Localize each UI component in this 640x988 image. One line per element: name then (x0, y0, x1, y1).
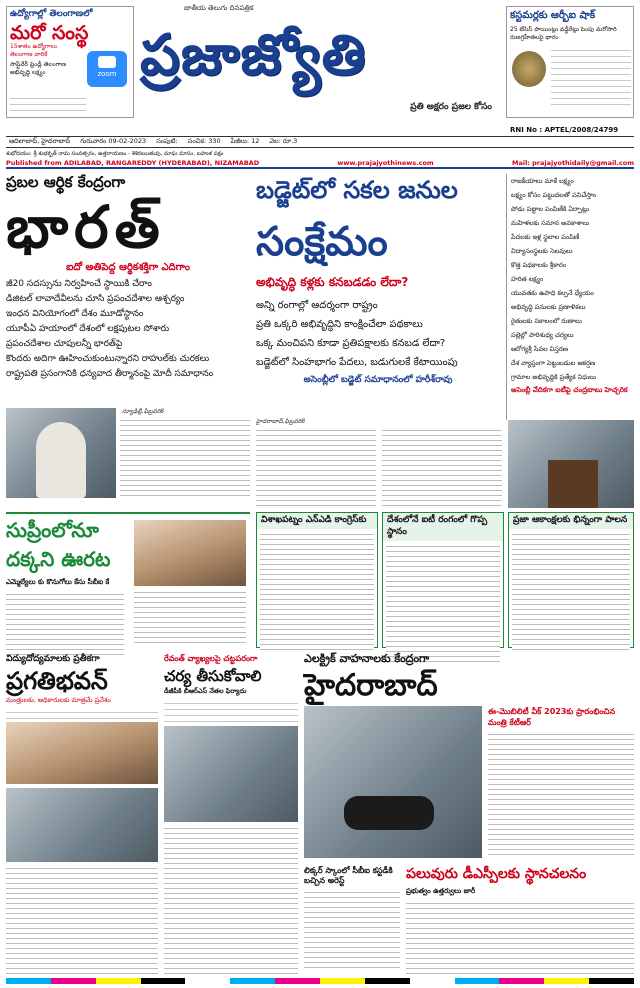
right-ear-headline: కస్టమర్లకు ఆర్బీఐ షాక్ (510, 10, 596, 21)
lead-left-strap: ఐదో అతిపెద్ద ఆర్థికశక్తిగా ఎదిగాం (66, 262, 190, 273)
right-ear-body: 25 బేసిస్ పాయింట్లు వడ్డీరేట్లు పెంపు మరోసారి రుణగ్రహీతలపై భారం (510, 26, 617, 41)
modi-photo (6, 408, 116, 498)
mini-box-title[interactable]: ప్రజా ఆకాంక్షలకు భిన్నంగా పాలన (509, 513, 633, 529)
mini-box-3 (508, 512, 634, 648)
lead-left-point: కొందరు అదిగా ఊహించుకుంటున్నారని రాహుల్‌కు చురకలు (6, 354, 210, 364)
left-ear-headline: మరో సంస్థ (10, 22, 89, 44)
pragathi-headline[interactable]: ప్రగతిభవన్ (6, 667, 108, 695)
zoom-logo (87, 51, 127, 87)
left-ear-kicker: ఉద్యోగాల్లో తెలంగాణలో (10, 9, 93, 19)
rni-number: RNI No : APTEL/2008/24799 (510, 126, 619, 134)
index-item[interactable]: రాజకీయాలు మాకే లక్ష్యం (511, 177, 574, 185)
lead-right-points (256, 296, 500, 372)
motorbike (344, 796, 434, 830)
index-item[interactable]: హరిత లక్ష్యం (511, 275, 544, 283)
liquor-story (304, 866, 400, 976)
supreme-headline[interactable]: దక్కని ఊరట (6, 547, 111, 571)
masthead-tagline: జాతీయ తెలుగు దినపత్రిక (184, 4, 254, 12)
rbi-emblem (512, 51, 546, 87)
lead-right-headline[interactable]: సంక్షేమం (256, 219, 388, 265)
index-item[interactable]: గ్రామాల అభివృద్ధికి ప్రత్యేక నిధులు (511, 373, 596, 381)
mini-box-title[interactable]: విశాఖపట్నం ఎన్ఎడి కాంగ్రెస్‌కు (257, 513, 377, 529)
index-item[interactable]: పేదలకు ఇళ్ల స్థలాల పంపిణీ (511, 233, 580, 241)
index-item[interactable]: మహిళలకు సమాన అవకాశాలు (511, 219, 590, 227)
panchangam: శుభోదయం: శ్రీ శుభకృత్ నామ సంవత్సరం, ఉత్తరాయణం - శిశిరఋతువు, మాఘ మాసం, బహుళ పక్షం (6, 151, 224, 157)
dateline-price: వెల: రూ.3 (269, 137, 298, 145)
lead-left-point: డిజిటల్ లావాదేవీలను చూసి ప్రపంచదేశాల ఆశ్చర్యం (6, 294, 185, 304)
pragathi-kicker: విద్యుదోద్యమాలకు ప్రతీకగా (6, 654, 100, 664)
lead-left-point: యూపీఏ హయాంలో దేశంలో లక్షపుటల సోశారు (6, 324, 170, 334)
lead-left-kicker: ప్రబల ఆర్థిక కేంద్రంగా (6, 173, 126, 191)
index-item[interactable]: లక్ష్యం కోసం పట్టుదలతో పనిచేస్తాం (511, 191, 597, 199)
zoom-logo-text: zoom (97, 70, 117, 78)
index-item[interactable]: పోడు పట్టాల పంపిణీకి ఏర్పాట్లు (511, 205, 590, 213)
dsp-headline[interactable]: పలువురు డీఎస్పీలకు స్థానచలనం (406, 866, 587, 882)
index-item[interactable]: యువతకు ఉపాధి కల్పనే ధ్యేయం (511, 289, 594, 297)
left-ear-body: సాఫ్ట్‌వేర్ ఫ్రెండ్లీ తెలంగాణ అభివృద్ధి లక్ష్యం (10, 61, 67, 76)
dateline-volume: సంపుటి: (156, 137, 178, 145)
ev-photo (304, 706, 482, 858)
dsp-story (406, 866, 634, 976)
mini-box-1 (256, 512, 378, 648)
hyderabad-kicker: ఎలక్ట్రిక్ వాహనాలకు కేంద్రంగా (304, 652, 430, 665)
lead-left-headline[interactable]: భారత్ (6, 193, 166, 261)
mini-box-title[interactable]: దేశంలోనే ఐటీ రంగంలో గొప్ప స్థానం (383, 513, 503, 541)
lead-left-dateline: న్యూఢిల్లీ,ఫిబ్రవరి8 (122, 408, 165, 415)
index-item[interactable]: పల్లెల్లో పారిశుధ్య చర్యలు (511, 331, 574, 339)
dateline-bar (6, 136, 634, 148)
liquor-headline[interactable]: లిక్కర్ స్కాంలో సీబీఐ కస్టడీకి బచ్చిన అరెస్ట్ (304, 866, 393, 885)
masthead-title[interactable]: ప్రజాజ్యోతి (140, 23, 367, 88)
website-link[interactable]: www.prajajyothinews.com (337, 159, 434, 167)
lead-right (256, 173, 500, 413)
podium (548, 460, 598, 508)
harish-rao-photo (508, 420, 634, 508)
lead-left-point: రాష్ట్రపతి ప్రసంగానికి ధన్యవాద తీర్మానంపై మోదీ సమాధానం (6, 369, 214, 379)
lead-right-strap: అభివృద్ధి కళ్లకు కనబడడం లేదా? (256, 275, 409, 289)
lead-left-point: ప్రపంచదేశాల చూపులన్నీ భారత్‌పై (6, 339, 123, 349)
supreme-sub: ఎమ్మెల్యేలు కు కొనుగోలు కేసు సీబీఐ కే (6, 578, 110, 586)
masthead-motto: ప్రతి అక్షరం ప్రజల కోసం (410, 102, 492, 112)
lead-right-kicker: బడ్జెట్‌లో సకల జనుల (256, 176, 458, 204)
dateline-place: ఆదిలాబాద్, హైదరాబాద్ (9, 137, 71, 145)
masthead (140, 4, 500, 134)
publish-line: Published from ADILABAD, RANGAREDDY (HYDERABAD), NIZAMABAD (6, 159, 260, 167)
mini-box-2 (382, 512, 504, 648)
lead-right-byline: అసెంబ్లీలో బడ్జెట్ సమాధానంలో హరీశ్‌రావు (303, 375, 453, 385)
lead-right-point: బడ్జెట్‌లో సింహభాగం పేదలు, బడుగులకే కేటాయింపు (256, 357, 458, 368)
supreme-kicker[interactable]: సుప్రీంలోనూ (6, 518, 99, 542)
lead-right-point: ప్రతి ఒక్కరి అభివృద్ధిని కాంక్షించేలా పథకాలు (256, 319, 423, 330)
left-ear (6, 6, 134, 118)
index-item[interactable]: అభివృద్ధి పనులకు ప్రణాళికలు (511, 303, 586, 311)
mail-link[interactable]: Mail: prajajyothidaily@gmail.com (511, 159, 634, 167)
right-ear (506, 6, 634, 118)
index-item[interactable]: కొత్త పథకాలకు శ్రీకారం (511, 261, 567, 269)
index-footer[interactable]: అసెంబ్లీ వేదికగా ఐటీపై చంద్రబాబు హెచ్చరిక (511, 386, 628, 394)
left-ear-sub: 15శాతం ఉద్యోగాలు తెలంగాణ వారికే (10, 43, 57, 58)
supreme-court-photo (134, 520, 246, 586)
revanth-photo (164, 726, 298, 822)
dsp-sub: ప్రభుత్వం ఉత్తర్వులు జారీ (406, 887, 476, 895)
modi-figure (36, 422, 86, 498)
hyderabad-story (304, 652, 634, 862)
pragathi-photo-2 (6, 788, 158, 862)
hyderabad-headline[interactable]: హైదరాబాద్ (304, 668, 438, 703)
lead-right-dateline: హైదరాబాద్,ఫిబ్రవరి8 (256, 418, 306, 425)
dateline-pages: పేజీలు: 12 (230, 137, 260, 145)
pragathi-sub: మంత్రులకు, అధికారులకు మాత్రమే ప్రవేశం (6, 696, 111, 704)
revanth-headline[interactable]: చర్య తీసుకోవాలి (164, 667, 262, 685)
revanth-sub: డీజీపీకి బీఆర్ఎస్ నేతల ఫిర్యాదు (164, 687, 247, 695)
lead-right-point: ఒక్క మంచిపని కూడా ప్రతిపక్షాలకు కనబడ లేదా? (256, 338, 446, 349)
lead-left-points (6, 277, 250, 382)
hyderabad-sub: ఈ-మొబిలిటీ వీక్ 2023కు ప్రారంభించిన మంత్రి కేటీఆర్ (488, 707, 616, 727)
supreme-court-story (6, 512, 250, 648)
index-box (506, 174, 634, 420)
dateline-date: గురువారం 09-02-2023 (80, 137, 147, 145)
index-item[interactable]: విద్యాసంస్థలకు సెలవులు (511, 247, 573, 255)
lead-left (6, 173, 250, 507)
revanth-story (164, 654, 298, 974)
publish-bar (6, 159, 634, 169)
lead-right-body (256, 418, 504, 506)
dateline-issue: సంచిక: 330 (187, 137, 221, 145)
video-camera-icon (98, 56, 116, 68)
index-item[interactable]: రైతులకు సకాలంలో రుణాలు (511, 317, 582, 325)
pragathi-story (6, 654, 158, 974)
pragathi-photo-1 (6, 722, 158, 784)
lead-right-point: అన్ని రంగాల్లో ఆదర్శంగా రాష్ట్రం (256, 300, 378, 311)
lead-left-point: ఇంధన వినియోగంలో దేశం మూడోస్థానం (6, 309, 144, 319)
lead-left-point: జీ20 సదస్సును నిర్వహించే స్థాయికి చేరాం (6, 279, 152, 289)
revanth-kicker: రేవంత్ వ్యాఖ్యలపై చట్టపరంగా (164, 654, 258, 663)
index-item[interactable]: ఆరోగ్యశ్రీ సేవల విస్తరణ (511, 345, 569, 353)
index-item[interactable]: దేశ వ్యాప్తంగా పెట్టుబడుల ఆకర్షణ (511, 359, 596, 367)
color-registration-bar (6, 978, 634, 984)
